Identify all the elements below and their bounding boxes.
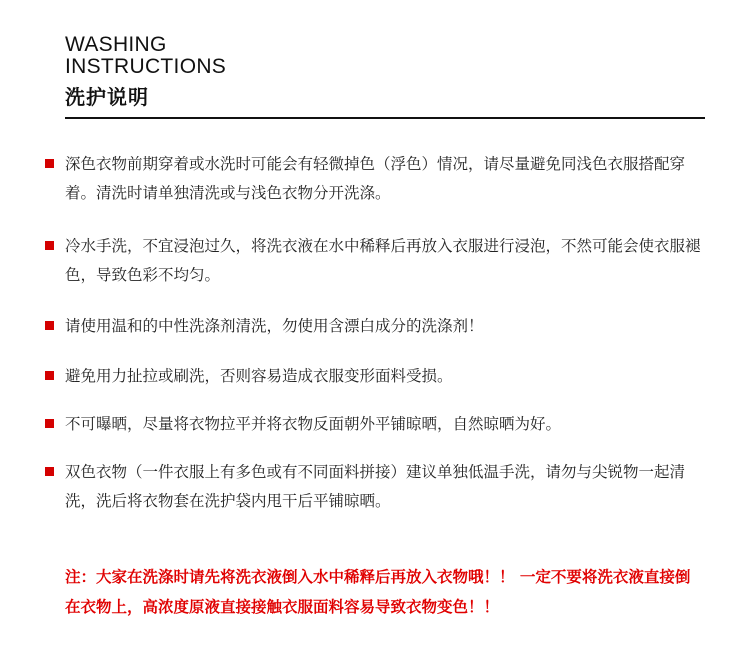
instruction-text: 深色衣物前期穿着或水洗时可能会有轻微掉色（浮色）情况，请尽量避免同浅色衣服搭配穿着。清洗时请单独清洗或与浅色衣物分开洗涤。 [65,155,686,202]
red-square-bullet-icon [45,241,54,250]
instruction-text: 不可曝晒，尽量将衣物拉平并将衣物反面朝外平铺晾晒，自然晾晒为好。 [65,415,562,433]
header [65,34,705,110]
header-divider [65,117,705,119]
red-square-bullet-icon [45,419,54,428]
instruction-text: 避免用力扯拉或刷洗，否则容易造成衣服变形面料受损。 [65,367,453,385]
red-square-bullet-icon [45,371,54,380]
title-english-line2: INSTRUCTIONS [65,55,227,78]
instruction-text: 冷水手洗，不宜浸泡过久，将洗衣液在水中稀释后再放入衣服进行浸泡，不然可能会使衣服褪色，导致色彩不均匀。 [65,237,701,284]
red-square-bullet-icon [45,467,54,476]
title-english [65,34,705,78]
title-chinese: 洗护说明 [65,85,149,109]
red-square-bullet-icon [45,321,54,330]
red-square-bullet-icon [45,159,54,168]
warning-note: 注：大家在洗涤时请先将洗衣液倒入水中稀释后再放入衣物哦！！ 一定不要将洗衣液直接倒在衣物上，高浓度原液直接接触衣服面料容易导致衣物变色！！ [65,568,691,616]
instruction-text: 请使用温和的中性洗涤剂清洗，勿使用含漂白成分的洗涤剂！ [65,317,484,335]
title-english-line1: WASHING [65,33,167,56]
instruction-text: 双色衣物（一件衣服上有多色或有不同面料拼接）建议单独低温手洗，请勿与尖锐物一起清洗，洗后将衣物套在洗护袋内甩干后平铺晾晒。 [65,463,686,510]
